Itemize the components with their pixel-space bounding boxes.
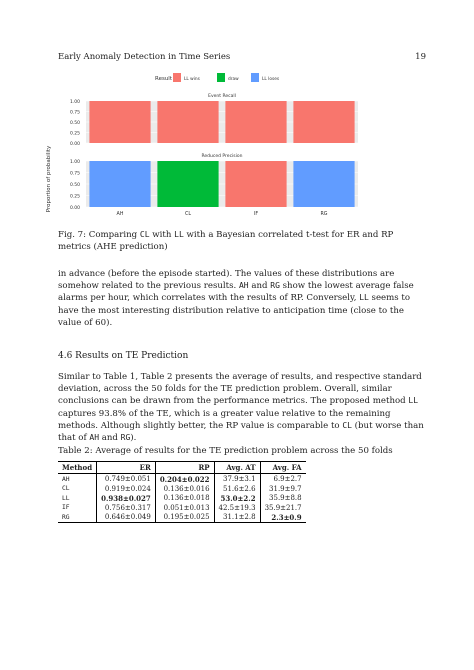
table-cell: 0.204±0.022 xyxy=(155,474,214,485)
method-name: AH xyxy=(238,281,249,291)
legend-label: draw xyxy=(228,77,239,82)
panel-title: Reduced Precision xyxy=(201,154,243,159)
table-cell: 2.3±0.9 xyxy=(260,512,306,523)
running-header: Early Anomaly Detection in Time Series xyxy=(58,52,231,62)
y-tick-label: 0.25 xyxy=(69,131,80,137)
table-header-cell: RP xyxy=(155,462,214,474)
table-cell: 0.756±0.317 xyxy=(97,503,156,512)
bar-segment xyxy=(157,161,218,207)
table-cell: 6.9±2.7 xyxy=(260,474,306,485)
legend-swatch xyxy=(251,73,259,82)
y-tick-label: 0.25 xyxy=(69,194,80,200)
y-tick-label: 1.00 xyxy=(69,159,80,165)
method-name: LL xyxy=(408,396,419,406)
y-axis-label: Proportion of probability xyxy=(46,145,52,213)
method-name: RG xyxy=(120,433,131,443)
legend-swatch xyxy=(173,73,181,82)
table-header-cell: Avg. AT xyxy=(214,462,260,474)
section-heading: 4.6 Results on TE Prediction xyxy=(58,351,189,361)
table-row xyxy=(58,484,306,493)
legend-swatch xyxy=(217,73,225,82)
table-header-cell: Avg. FA xyxy=(260,462,306,474)
table-cell: 42.5±19.3 xyxy=(214,503,260,512)
bar-segment xyxy=(157,101,218,143)
table-cell: 0.646±0.049 xyxy=(97,512,156,523)
legend-label: LL wins xyxy=(184,77,200,82)
table-cell: 35.9±8.8 xyxy=(260,493,306,503)
bar-segment xyxy=(89,101,150,143)
table-body xyxy=(58,474,306,523)
x-tick-label: IF xyxy=(253,212,259,217)
table-row xyxy=(58,474,306,485)
bar-segment xyxy=(293,101,354,143)
table-header-cell: ER xyxy=(97,462,156,474)
table-cell: 0.136±0.018 xyxy=(155,493,214,503)
bar-segment xyxy=(293,161,354,207)
table-cell: 51.6±2.6 xyxy=(214,484,260,493)
table-cell: LL xyxy=(62,494,70,502)
method-name: CL xyxy=(139,230,150,239)
method-name: LL xyxy=(359,293,369,303)
table-row xyxy=(58,493,306,503)
table-caption: Table 2: Average of results for the TE prediction problem across the 50 folds xyxy=(58,446,393,456)
table-cell: 37.9±3.1 xyxy=(214,474,260,485)
y-tick-label: 0.50 xyxy=(69,120,80,126)
results-table xyxy=(58,461,306,523)
figure-7-chart xyxy=(42,70,432,220)
table-row xyxy=(58,503,306,512)
page-number: 19 xyxy=(415,52,426,62)
table-cell: 0.195±0.025 xyxy=(155,512,214,523)
table-header-row xyxy=(58,462,306,474)
method-name: LL xyxy=(174,230,184,239)
stacked-bar-chart xyxy=(42,70,432,220)
legend-label: LL loses xyxy=(262,77,280,82)
table-cell: AH xyxy=(62,475,70,483)
y-tick-label: 0.75 xyxy=(69,110,80,116)
table-cell: 0.136±0.016 xyxy=(155,484,214,493)
method-name: AH xyxy=(89,433,100,443)
x-tick-label: RG xyxy=(320,212,328,217)
table-cell: 0.749±0.051 xyxy=(97,474,156,485)
method-name: CL xyxy=(342,420,352,430)
table-row xyxy=(58,512,306,523)
y-tick-label: 0.50 xyxy=(69,182,80,188)
figure-caption xyxy=(58,229,428,253)
table-cell: CL xyxy=(62,485,70,492)
table-cell: 0.051±0.013 xyxy=(155,503,214,512)
table-cell: 31.9±9.7 xyxy=(260,484,306,493)
figure-caption-text: Fig. 7: Comparing CL with LL with a Bayesian correlated t-test for ER and RP metrics (AHE prediction) xyxy=(58,230,394,252)
bar-segment xyxy=(225,101,286,143)
table-cell: 53.0±2.2 xyxy=(214,493,260,503)
table-cell: 0.919±0.024 xyxy=(97,484,156,493)
x-tick-label: AH xyxy=(116,212,124,217)
x-tick-label: CL xyxy=(184,212,192,217)
table-cell: IF xyxy=(62,504,70,511)
paragraph-1: in advance (before the episode started). The values of these distributions are somehow related to the previous results. AH and RG show the lowest average false alarms per hour, which correlates with the results of RP. Conversely, LL seems to have the most interesting distribution relative to anticipation time (close to the value of 60). xyxy=(58,269,414,328)
y-tick-label: 0.00 xyxy=(69,141,80,147)
table-cell: 31.1±2.8 xyxy=(214,512,260,523)
method-name: RG xyxy=(270,281,280,291)
y-tick-label: 0.75 xyxy=(69,171,80,177)
table-cell: RG xyxy=(58,512,97,523)
y-tick-label: 1.00 xyxy=(69,99,80,105)
bar-segment xyxy=(225,161,286,207)
table-cell: 35.9±21.7 xyxy=(260,503,306,512)
paragraph-2: Similar to Table 1, Table 2 presents the average of results, and respective standard deviation, across the 50 folds for the TE prediction problem. Overall, similar conclusions can be drawn from the performance metrics. The proposed method LL captures 93.8% of the TE, which is a greater value relative to the remaining methods. Although slightly better, the RP value is comparable to CL (but worse than that of AH and RG). xyxy=(58,372,424,444)
table-header-cell: Method xyxy=(58,462,97,474)
table-cell: 0.938±0.027 xyxy=(97,493,156,503)
panel-title: Event Recall xyxy=(208,94,236,99)
bar-segment xyxy=(89,161,150,207)
y-tick-label: 0.00 xyxy=(69,205,80,211)
legend-title: Result xyxy=(155,76,172,82)
